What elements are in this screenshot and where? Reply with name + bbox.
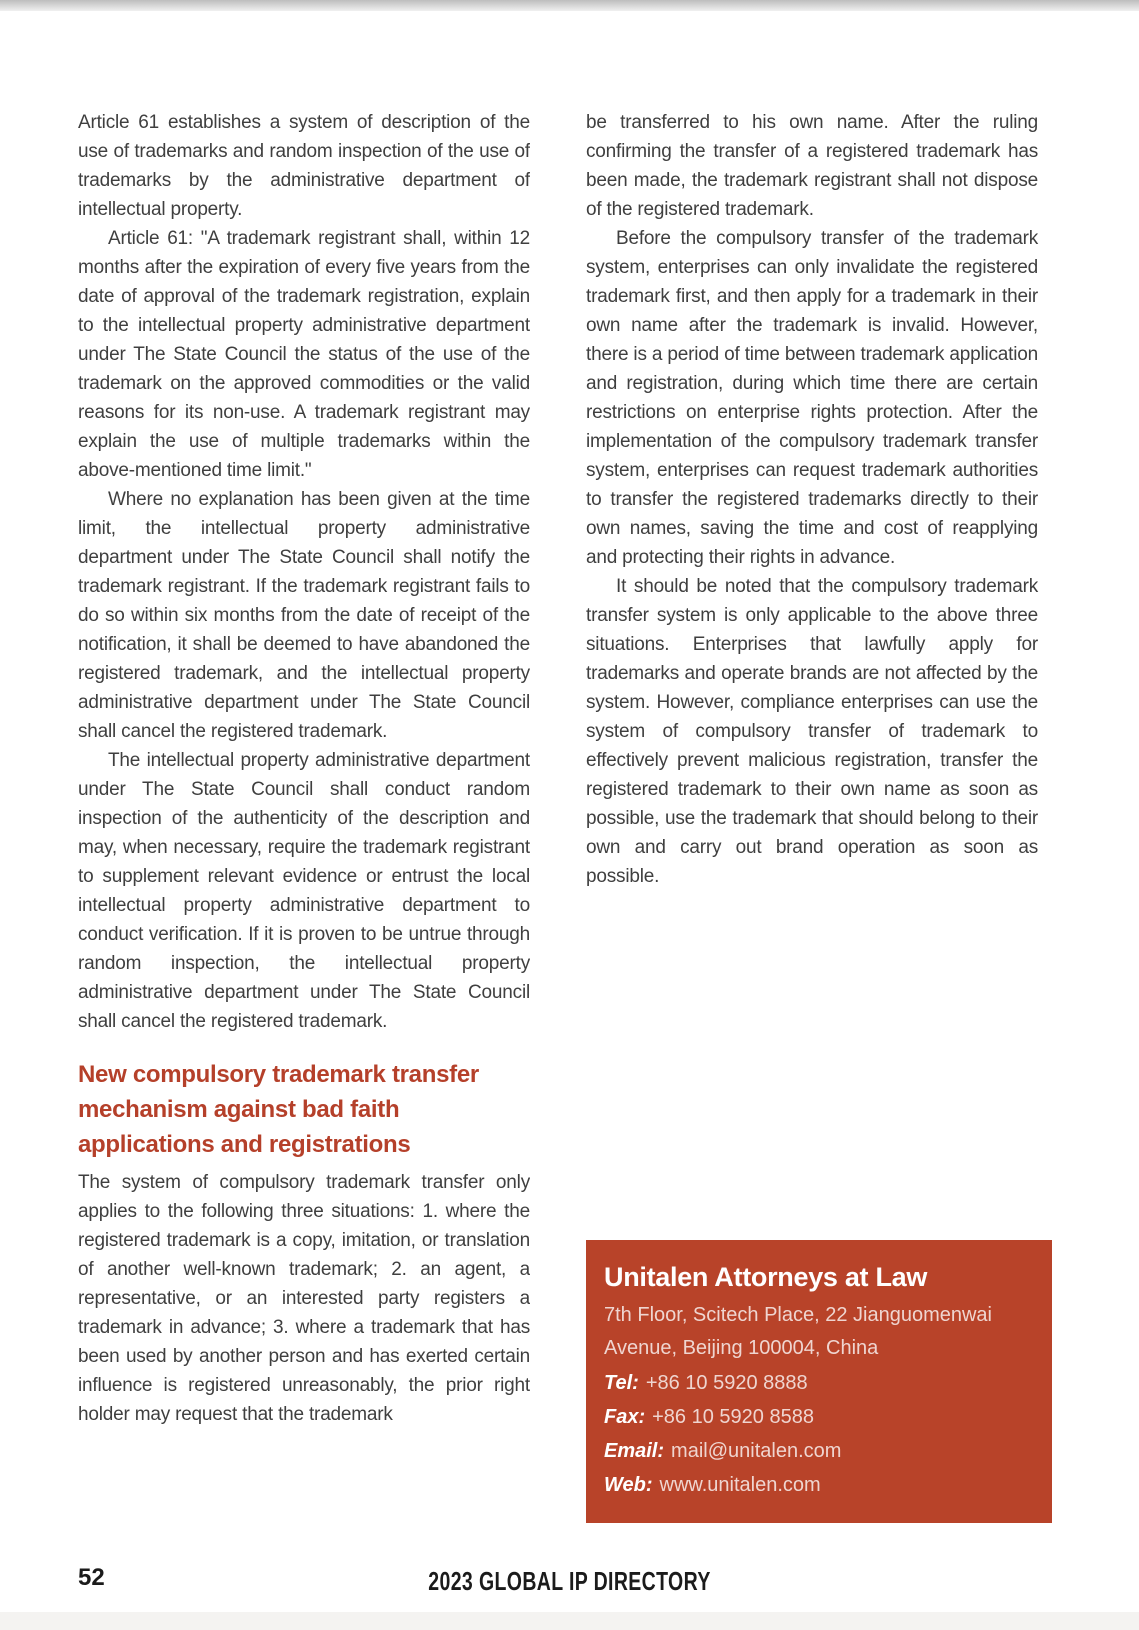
- paragraph: Article 61 establishes a system of description of the use of trademarks and random inspection of the use of trademarks by the administrative department of intellectual property.: [78, 112, 530, 220]
- tel-label: Tel:: [604, 1372, 639, 1394]
- fax-value: +86 10 5920 8588: [652, 1406, 814, 1428]
- paragraph: Article 61: "A trademark registrant shall, within 12 months after the expiration of every five years from the date of approval of the trademark registration, explain to the intellectual property administrative department under The State Council the status of the use of the trademark on the approved commodities or the valid reasons for its non-use. A trademark registrant may explain the use of multiple trademarks within the above-mentioned time limit.": [78, 228, 530, 481]
- section-heading: New compulsory trademark transfer mechanism against bad faith applications and registrations: [78, 1061, 479, 1158]
- paragraph: The intellectual property administrative department under The State Council shall conduct random inspection of the authenticity of the description and may, when necessary, require the trademark registrant to supplement relevant evidence or entrust the local intellectual property administrative department to conduct verification. If it is proven to be untrue through random inspection, the intellectual property administrative department under The State Council shall cancel the registered trademark.: [78, 750, 530, 1032]
- email-value: mail@unitalen.com: [671, 1440, 842, 1462]
- paragraph: be transferred to his own name. After the ruling confirming the transfer of a registered trademark has been made, the trademark registrant shall not dispose of the registered trademark.: [586, 112, 1038, 220]
- paragraph: Before the compulsory transfer of the trademark system, enterprises can only invalidate the registered trademark first, and then apply for a trademark in their own name after the trademark is invalid. However, there is a period of time between trademark application and registration, during which time there are certain restrictions on enterprise rights protection. After the implementation of the compulsory trademark transfer system, enterprises can request trademark authorities to transfer the registered trademarks directly to their own names, saving the time and cost of reapplying and protecting their rights in advance.: [586, 228, 1038, 568]
- page-top-edge: [0, 0, 1139, 11]
- firm-info-box: [586, 1240, 1052, 1523]
- paragraph: Where no explanation has been given at the time limit, the intellectual property administrative department under The State Council shall notify the trademark registrant. If the trademark registrant fails to do so within six months from the date of receipt of the notification, it shall be deemed to have abandoned the registered trademark, and the intellectual property administrative department under The State Council shall cancel the registered trademark.: [78, 489, 530, 742]
- paragraph: It should be noted that the compulsory trademark transfer system is only applicable to the above three situations. Enterprises that lawfully apply for trademarks and operate brands are not affected by the system. However, compliance enterprises can use the system of compulsory transfer of trademark to effectively prevent malicious registration, transfer the registered trademark to their own name as soon as possible, use the trademark that should belong to their own and carry out brand operation as soon as possible.: [586, 576, 1038, 887]
- right-column: [586, 108, 1038, 891]
- contact-row-web: [604, 1468, 1032, 1502]
- page-bottom-edge: [0, 1612, 1139, 1630]
- firm-address: 7th Floor, Scitech Place, 22 Jianguomenwai Avenue, Beijing 100004, China: [604, 1304, 992, 1359]
- footer-page-number: 52: [78, 1564, 105, 1591]
- fax-label: Fax:: [604, 1406, 646, 1428]
- firm-name: Unitalen Attorneys at Law: [604, 1262, 928, 1292]
- web-label: Web:: [604, 1474, 653, 1496]
- contact-row-tel: [604, 1366, 1032, 1400]
- email-label: Email:: [604, 1440, 665, 1462]
- paragraph: The system of compulsory trademark transfer only applies to the following three situations: 1. where the registered trademark is a copy, imitation, or translation of another well-known trademark; 2. an agent, a representative, or an interested party registers a trademark in advance; 3. where a trademark that has been used by another person and has exerted certain influence is registered unreasonably, the prior right holder may request that the trademark: [78, 1172, 530, 1425]
- web-value: www.unitalen.com: [659, 1474, 821, 1496]
- left-column: [78, 108, 530, 1548]
- footer-directory-title: 2023 GLOBAL IP DIRECTORY: [428, 1566, 711, 1596]
- tel-value: +86 10 5920 8888: [645, 1372, 808, 1394]
- contact-row-email: [604, 1434, 1032, 1468]
- contact-row-fax: [604, 1400, 1032, 1434]
